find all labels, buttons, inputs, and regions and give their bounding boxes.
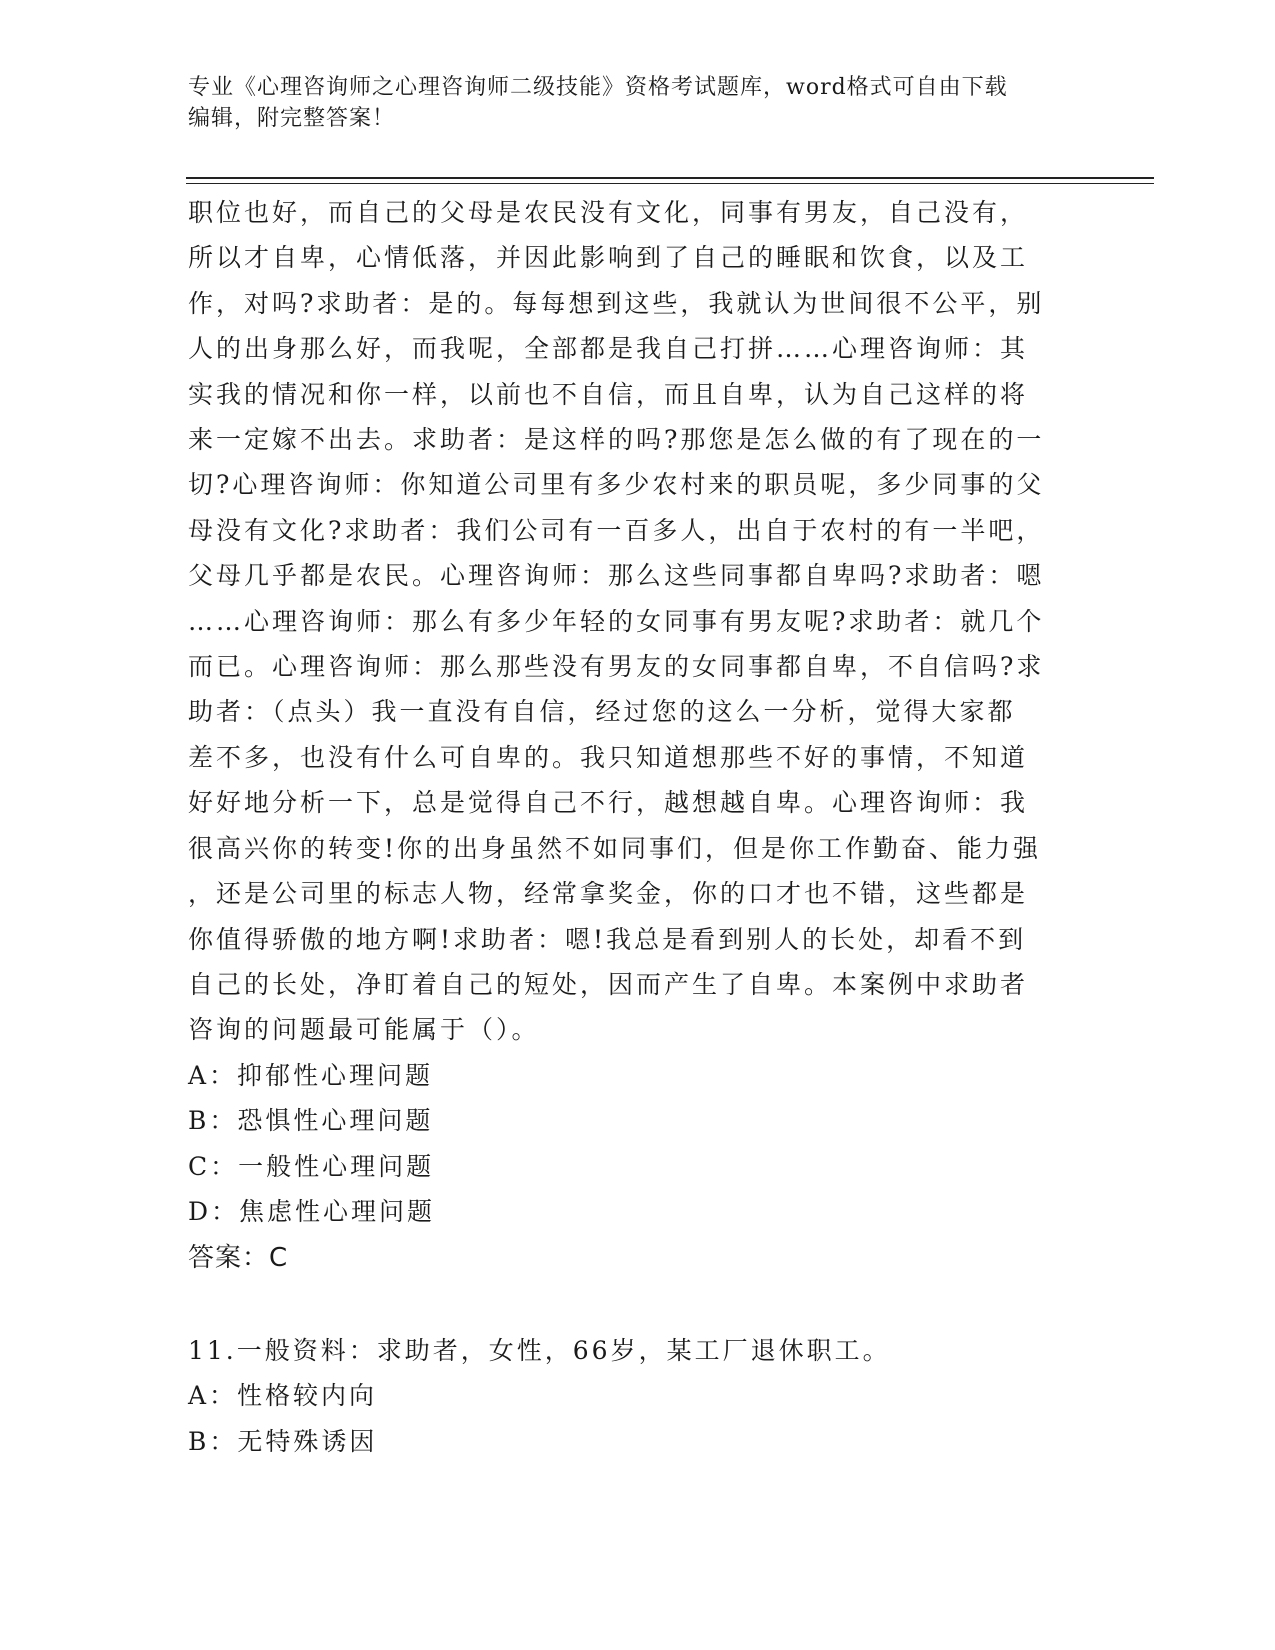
- question-10-text: [188, 190, 1088, 1053]
- question-10-line: 好好地分析一下，总是觉得自己不行，越想越自卑。心理咨询师：我: [188, 788, 1029, 818]
- header-line-1: 专业《心理咨询师之心理咨询师二级技能》资格考试题库，word格式可自由下载: [188, 75, 1008, 100]
- answer-label: 答案：C: [188, 1243, 289, 1274]
- question-10-line: 父母几乎都是农民。心理咨询师：那么这些同事都自卑吗?求助者：嗯: [188, 561, 1045, 591]
- question-10-line: 助者：（点头）我一直没有自信，经过您的这么一分析，觉得大家都: [188, 697, 1016, 727]
- section-spacer: [188, 1282, 1088, 1328]
- option-b: B：恐惧性心理问题: [188, 1106, 434, 1136]
- question-10-line: 差不多，也没有什么可自卑的。我只知道想那些不好的事情，不知道: [188, 742, 1029, 772]
- q11-option-a: A：性格较内向: [188, 1381, 378, 1411]
- question-10-line: ，还是公司里的标志人物，经常拿奖金，你的口才也不错，这些都是: [188, 879, 1029, 909]
- question-10-line: 人的出身那么好，而我呢，全部都是我自己打拼……心理咨询师：其: [188, 334, 1029, 364]
- question-10-line: 你值得骄傲的地方啊!求助者：嗯!我总是看到别人的长处，却看不到: [188, 924, 1027, 954]
- question-10-line: 咨询的问题最可能属于（）。: [188, 1015, 540, 1045]
- question-10-line: 而已。心理咨询师：那么那些没有男友的女同事都自卑，不自信吗?求: [188, 652, 1045, 682]
- question-10-line: ……心理咨询师：那么有多少年轻的女同事有男友呢?求助者：就几个: [188, 606, 1045, 636]
- question-10-line: 很高兴你的转变!你的出身虽然不如同事们，但是你工作勤奋、能力强: [188, 833, 1042, 863]
- question-10-line: 所以才自卑，心情低落，并因此影响到了自己的睡眠和饮食，以及工: [188, 243, 1029, 273]
- question-10-line: 来一定嫁不出去。求助者：是这样的吗?那您是怎么做的有了现在的一: [188, 425, 1045, 455]
- option-a: A：抑郁性心理问题: [188, 1060, 434, 1090]
- q11-option-b: B：无特殊诱因: [188, 1426, 378, 1456]
- option-c: C：一般性心理问题: [188, 1151, 435, 1181]
- document-body: [188, 190, 1088, 1464]
- header-divider-thin: [186, 183, 1154, 184]
- question-10-line: 自己的长处，净盯着自己的短处，因而产生了自卑。本案例中求助者: [188, 969, 1029, 999]
- question-10-line: 切?心理咨询师：你知道公司里有多少农村来的职员呢，多少同事的父: [188, 470, 1045, 500]
- option-d: D：焦虑性心理问题: [188, 1196, 436, 1226]
- question-10-line: 实我的情况和你一样，以前也不自信，而且自卑，认为自己这样的将: [188, 379, 1029, 409]
- header-line-2: 编辑，附完整答案！: [188, 106, 396, 131]
- question-10-line: 职位也好，而自己的父母是农民没有文化，同事有男友，自己没有，: [188, 198, 1029, 227]
- header-divider-thick: [186, 177, 1154, 179]
- question-10-line: 作，对吗?求助者：是的。每每想到这些，我就认为世间很不公平，别: [188, 288, 1045, 318]
- document-header: [188, 72, 1068, 134]
- question-11-stem: 11.一般资料：求助者，女性，66岁，某工厂退休职工。: [188, 1335, 891, 1365]
- question-10-line: 母没有文化?求助者：我们公司有一百多人，出自于农村的有一半吧，: [188, 515, 1045, 545]
